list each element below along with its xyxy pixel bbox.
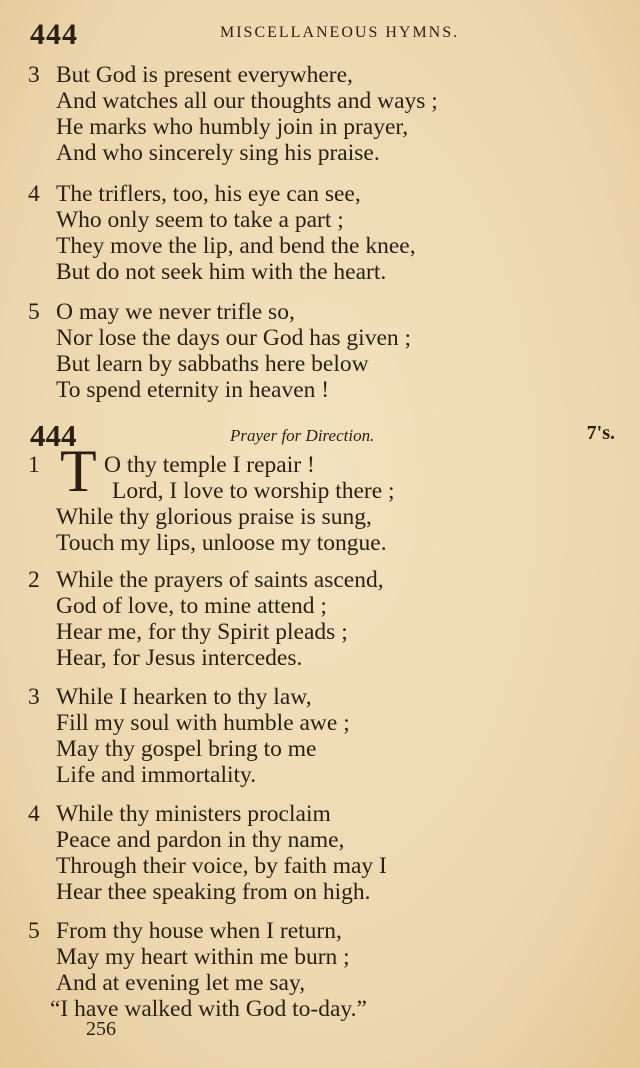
verse-line: 4 While thy ministers proclaim [28,801,331,827]
verse-number: 5 [28,299,40,325]
verse-number: 4 [28,181,40,207]
hymn-meter: 7's. [586,422,615,444]
verse-line: Hear, for Jesus intercedes. [56,645,303,671]
verse-line: God of love, to mine attend ; [56,593,327,619]
verse-line: Lord, I love to worship there ; [112,478,395,504]
verse-line: Through their voice, by faith may I [56,853,387,879]
verse-line: And who sincerely sing his praise. [56,140,380,166]
verse-line: Peace and pardon in thy name, [56,827,345,853]
verse-line: But do not seek him with the heart. [56,259,387,285]
verse-line: While thy glorious praise is sung, [56,504,372,530]
prev-verse-4 [28,181,588,285]
verse-line: 5 O may we never trifle so, [28,299,295,325]
verse-line: Nor lose the days our God has given ; [56,325,412,351]
verse-line: To spend eternity in heaven ! [56,377,330,403]
hymn-verse-1 [28,452,588,556]
verse-line: Touch my lips, unloose my tongue. [56,530,387,556]
verse-line: 3 But God is present everywhere, [28,62,353,88]
footer-page-number: 256 [86,1018,116,1040]
verse-line: May thy gospel bring to me [56,736,317,762]
verse-line: And at evening let me say, [56,970,306,996]
verse-line: Hear me, for thy Spirit pleads ; [56,619,348,645]
verse-line: Who only seem to take a part ; [56,207,344,233]
verse-line: Fill my soul with humble awe ; [56,710,350,736]
header-page-number: 444 [30,18,78,51]
verse-line: He marks who humbly join in prayer, [56,114,409,140]
page-header [30,18,610,50]
hymn-title: Prayer for Direction. [230,426,375,445]
prev-verse-5 [28,299,588,403]
hymn-number: 444 [30,418,77,453]
hymn-verse-4 [28,801,588,905]
verse-line: Life and immortality. [56,762,257,788]
running-title: MISCELLANEOUS HYMNS. [220,24,460,41]
verse-number: 5 [28,918,40,944]
hymn-verse-2 [28,567,588,671]
verse-line: But learn by sabbaths here below [56,351,369,377]
verse-number: 2 [28,567,40,593]
verse-number: 1 [28,452,40,478]
verse-line: 5 From thy house when I return, [28,918,342,944]
verse-line: Hear thee speaking from on high. [56,879,371,905]
hymn-verse-5 [28,918,588,1022]
verse-number: 4 [28,801,40,827]
prev-verse-3 [28,62,588,166]
verse-number: 3 [28,62,40,88]
verse-line: “I have walked with God to-day.” [50,996,367,1022]
verse-line: And watches all our thoughts and ways ; [56,88,438,114]
verse-line: 3 While I hearken to thy law, [28,684,312,710]
verse-line: May my heart within me burn ; [56,944,350,970]
verse-number: 3 [28,684,40,710]
verse-line: 4 The triflers, too, his eye can see, [28,181,361,207]
verse-line: 1 O thy temple I repair ! [28,452,315,478]
verse-line: They move the lip, and bend the knee, [56,233,416,259]
drop-cap: T [60,438,97,504]
hymn-verse-3 [28,684,588,788]
hymn-heading [30,418,615,453]
verse-line: 2 While the prayers of saints ascend, [28,567,384,593]
